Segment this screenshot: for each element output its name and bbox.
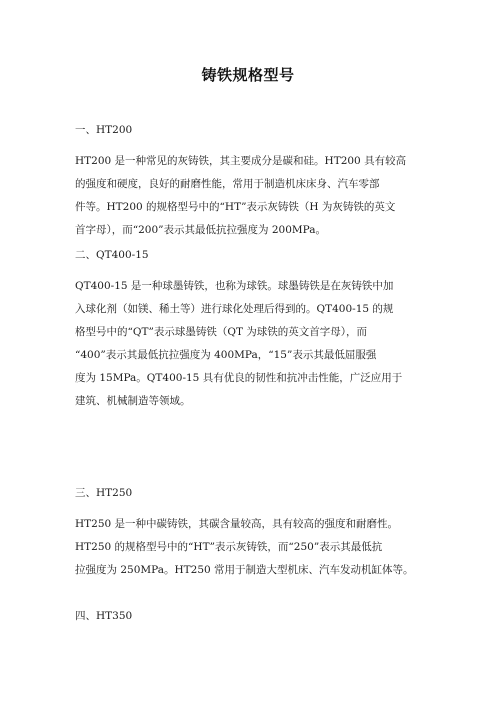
paragraph-line: HT250 是一种中碳铸铁，其碳含量较高，具有较高的强度和耐磨性。 (75, 518, 399, 530)
section-heading-qt400-15: 二、QT400-15 (75, 249, 149, 261)
section-paragraph-ht200 (75, 150, 425, 242)
paragraph-line: 格型号中的“QT”表示球墨铸铁（QT 为球铁的英文首字母），而 (75, 326, 368, 338)
paragraph-line: 度为 15MPa。QT400-15 具有优良的韧性和抗冲击性能，广泛应用于 (75, 372, 403, 384)
paragraph-line: “400”表示其最低抗拉强度为 400MPa，“15”表示其最低屈服强 (75, 349, 377, 361)
paragraph-line: 拉强度为 250MPa。HT250 常用于制造大型机床、汽车发动机缸体等。 (75, 564, 414, 576)
paragraph-line: QT400-15 是一种球墨铸铁，也称为球铁。球墨铸铁是在灰铸铁中加 (75, 280, 394, 292)
paragraph-line: HT250 的规格型号中的“HT”表示灰铸铁，而“250”表示其最低抗 (75, 541, 383, 553)
section-paragraph-ht250 (75, 513, 425, 582)
section-heading-ht250: 三、HT250 (75, 487, 133, 499)
paragraph-line: 入球化剂（如镁、稀土等）进行球化处理后得到的。QT400-15 的规 (75, 303, 394, 315)
paragraph-line: 的强度和硬度，良好的耐磨性能，常用于制造机床床身、汽车零部 (75, 178, 380, 190)
page-title: 铸铁规格型号 (201, 66, 295, 84)
section-heading-ht200: 一、HT200 (75, 124, 133, 136)
paragraph-line: 件等。HT200 的规格型号中的“HT”表示灰铸铁（H 为灰铸铁的英文 (75, 201, 396, 213)
paragraph-line: HT200 是一种常见的灰铸铁，其主要成分是碳和硅。HT200 具有较高 (75, 155, 407, 167)
section-heading-ht350: 四、HT350 (75, 610, 133, 622)
paragraph-line: 建筑、机械制造等领域。 (75, 395, 191, 407)
paragraph-line: 首字母），而“200”表示其最低抗拉强度为 200MPa。 (75, 224, 327, 236)
section-paragraph-qt400-15 (75, 275, 425, 413)
